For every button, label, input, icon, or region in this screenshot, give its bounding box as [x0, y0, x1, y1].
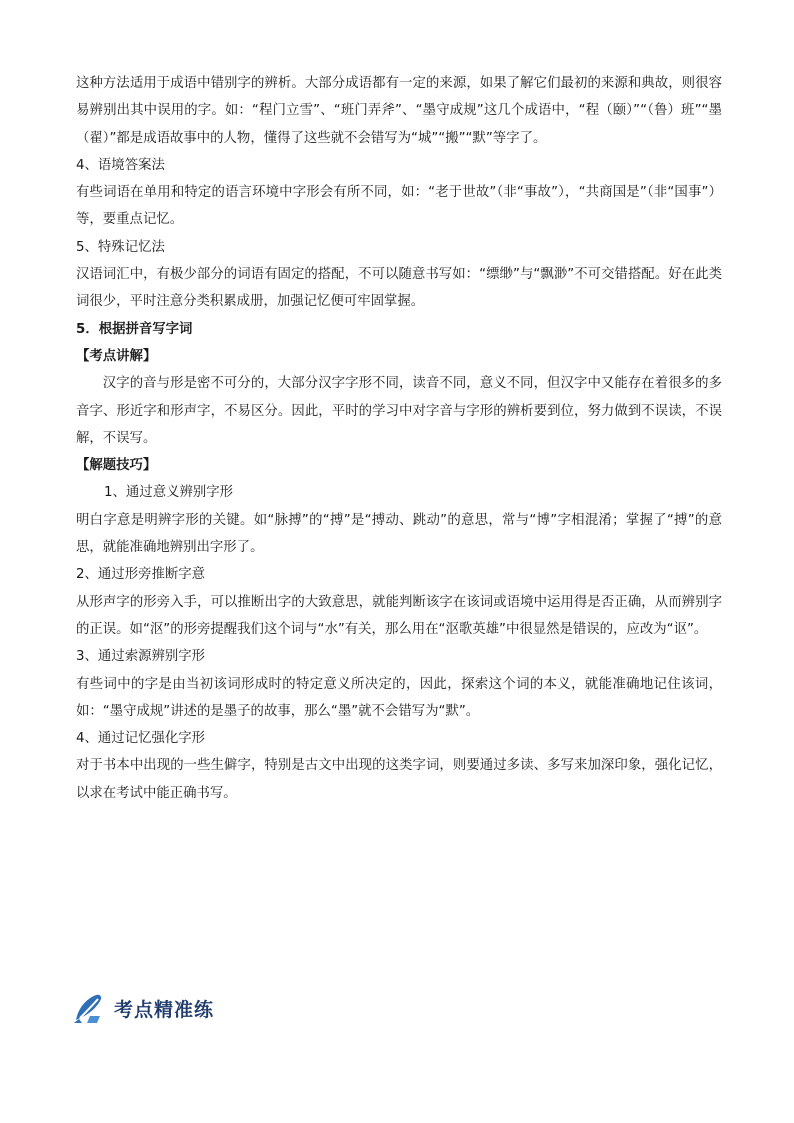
paragraph-explanation: 汉字的音与形是密不可分的，大部分汉字字形不同，读音不同，意义不同，但汉字中又能存在着很多的多音字、形近字和形声字，不易区分。因此，平时的学习中对字音与字形的辨析要到位，努力做到不误读，不误解，不误写。: [76, 376, 722, 446]
paragraph-idiom-origin: 这种方法适用于成语中错别字的辨析。大部分成语都有一定的来源，如果了解它们最初的来源和典故，则很容易辨别出其中误用的字。如：“程门立雪”、“班门弄斧”、“墨守成规”这几个成语中，“程（颐）”“（鲁）班”“墨（翟）”都是成语故事中的人物，懂得了这些就不会错写为“城”“搬”“默”等字了。: [76, 76, 722, 146]
paragraph-origin: 有些词中的字是由当初该词形成时的特定意义所决定的，因此，探索这个词的本义，就能准确地记住该词，如：“墨守成规”讲述的是墨子的故事，那么“墨”就不会错写为“默”。: [76, 676, 722, 719]
paragraph-special-memory: 汉语词汇中，有极少部分的词语有固定的搭配，不可以随意书写如：“缥缈”与“飘渺”不可交错搭配。好在此类词很少，平时注意分类积累成册，加强记忆便可牢固掌握。: [76, 267, 722, 310]
document-body: [76, 70, 722, 807]
section-heading-pinyin: 5．根据拼音写字词: [76, 321, 193, 337]
heading-memory: 4、通过记忆强化字形: [76, 731, 206, 747]
heading-radical: 2、通过形旁推断字意: [76, 567, 206, 583]
paragraph-context-method: 有些词语在单用和特定的语言环境中字形会有所不同，如：“老于世故”（非“事故”），“共商国是”（非“国事”）等，要重点记忆。: [76, 185, 722, 228]
heading-context-method: 4、语境答案法: [76, 157, 165, 173]
section-title: 考点精准练: [114, 998, 215, 1021]
label-techniques: 【解题技巧】: [76, 458, 157, 474]
paragraph-memory: 对于书本中出现的一些生僻字，特别是古文中出现的这类字词，则要通过多读、多写来加深印象，强化记忆，以求在考试中能正确书写。: [76, 758, 722, 801]
label-explanation: 【考点讲解】: [76, 348, 157, 364]
heading-origin: 3、通过索源辨别字形: [76, 649, 206, 665]
pen-icon: [70, 990, 106, 1026]
heading-special-memory: 5、特殊记忆法: [76, 239, 165, 255]
paragraph-meaning: 明白字意是明辨字形的关键。如“脉搏”的“搏”是“搏动、跳动”的意思，常与“博”字相混淆；掌握了“搏”的意思，就能准确地辨别出字形了。: [76, 512, 722, 556]
heading-meaning: 1、通过意义辨别字形: [104, 485, 234, 501]
section-banner: [70, 990, 214, 1026]
paragraph-radical: 从形声字的形旁入手，可以推断出字的大致意思，就能判断该字在该词或语境中运用得是否正确，从而辨别字的正误。如“沤”的形旁提醒我们这个词与“水”有关，那么用在“沤歌英雄”中很显然是错误的，应改为“讴”。: [76, 594, 722, 637]
